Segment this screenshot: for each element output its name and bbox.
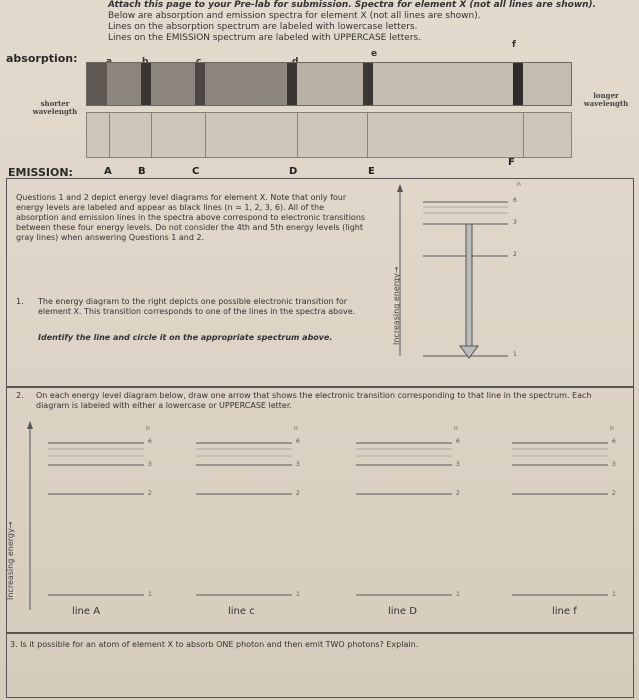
q3-text: 3. Is it possible for an atom of element X to absorb ONE photon and then emit TWO photons? Explain.	[10, 640, 419, 649]
em-line-b	[151, 113, 152, 157]
em-letter-C: C	[192, 166, 200, 177]
abs-band-f	[513, 63, 523, 105]
em-letter-A: A	[104, 166, 112, 177]
q2-number: 2.	[16, 391, 24, 400]
diagram-A-level-6-label: 6	[148, 438, 152, 445]
abs-band-c	[195, 63, 205, 105]
diagram-D-level-2-label: 2	[456, 490, 460, 497]
diagram-A-level-1-label: 1	[148, 591, 152, 598]
em-letter-E: E	[368, 166, 375, 177]
emission-spectrum	[86, 112, 572, 158]
q1-level-3-label: 3	[513, 219, 517, 226]
diagram-c-level-2-label: 2	[296, 490, 300, 497]
q1-n-label: n	[517, 181, 521, 188]
diagram-D-n-label: n	[454, 425, 458, 432]
q1-instruction: Identify the line and circle it on the appropriate spectrum above.	[38, 333, 333, 342]
diagram-A-n-label: n	[146, 425, 150, 432]
diagram-f-level-6-label: 6	[612, 438, 616, 445]
diagram-line-c[interactable]	[188, 425, 308, 605]
em-line-a	[109, 113, 110, 157]
em-letter-B: B	[138, 166, 146, 177]
diagram-A-level-2-label: 2	[148, 490, 152, 497]
q1-text: The energy diagram to the right depicts one possible electronic transition for element X. This transition corresponds to one of the lines in the spectra above.	[38, 297, 356, 316]
abs-light-region-2	[373, 63, 513, 105]
em-line-e	[367, 113, 368, 157]
emission-label: EMISSION:	[8, 166, 73, 179]
q1-level-6-label: 6	[513, 197, 517, 204]
header-line-2: Below are absorption and emission spectra for element X (not all lines are shown).	[108, 11, 481, 21]
shorter-wavelength: shorter wavelength	[32, 99, 78, 116]
q1-level-2-label: 2	[513, 251, 517, 258]
abs-light-region-3	[523, 63, 571, 105]
absorption-label: absorption:	[6, 52, 78, 65]
intro-text: Questions 1 and 2 depict energy level diagrams for element X. Note that only four energy levels are labeled and appear as black lines (n = 1, 2, 3, 6). All of the absorption and emission lines in the spectra above correspond to electronic transitions between these four energy levels. Do not consider the 4th and 5th energy levels (light gray lines) when answering Questions 1 and 2.	[16, 193, 366, 242]
q1-axis-arrowhead	[397, 184, 403, 192]
abs-band-e	[363, 63, 373, 105]
diagram-f-n-label: n	[610, 425, 614, 432]
diagram-c-level-3-label: 3	[296, 461, 300, 468]
longer-wavelength: longer wavelength	[583, 91, 629, 108]
diagram-D-level-6-label: 6	[456, 438, 460, 445]
header-line-4: Lines on the EMISSION spectrum are labeled with UPPERCASE letters.	[108, 33, 422, 43]
diagram-line-A[interactable]	[40, 425, 160, 605]
abs-letter-f: f	[512, 40, 516, 50]
diagram-A-level-3-label: 3	[148, 461, 152, 468]
abs-letter-e: e	[371, 49, 378, 59]
abs-band-a	[87, 63, 107, 105]
abs-band-d	[287, 63, 297, 105]
em-line-c	[205, 113, 206, 157]
diagram-line-f[interactable]	[504, 425, 624, 605]
diagram-f-level-1-label: 1	[612, 591, 616, 598]
diagram-D-level-1-label: 1	[456, 591, 460, 598]
header-line-1: Attach this page to your Pre-lab for submission. Spectra for element X (not all lines are shown).	[108, 0, 597, 10]
q1-energy-diagram	[378, 180, 538, 380]
diagram-f-level-2-label: 2	[612, 490, 616, 497]
diagram-D-level-3-label: 3	[456, 461, 460, 468]
q2-axis-label: Increasing energy→	[6, 521, 15, 600]
q1-level-1-label: 1	[513, 351, 517, 358]
em-letter-D: D	[289, 166, 298, 177]
em-line-f	[523, 113, 524, 157]
diagram-A-label: line A	[72, 606, 101, 617]
abs-light-region	[297, 63, 363, 105]
abs-band-b	[141, 63, 151, 105]
diagram-c-label: line c	[228, 606, 255, 617]
q1-axis-label: Increasing energy→	[392, 266, 401, 345]
q2-axis-arrowhead	[27, 421, 33, 429]
q2-text: On each energy level diagram below, draw one arrow that shows the electronic transition corresponding to that line in the spectrum. Each diagram is labeled with either a lowercase or UPPERCASE letter.	[36, 391, 592, 410]
diagram-line-D[interactable]	[348, 425, 468, 605]
absorption-spectrum	[86, 62, 572, 106]
diagram-c-n-label: n	[294, 425, 298, 432]
diagram-f-level-3-label: 3	[612, 461, 616, 468]
em-line-d	[297, 113, 298, 157]
diagram-f-label: line f	[552, 606, 577, 617]
q1-transition-arrow	[466, 224, 472, 346]
em-letter-F: F	[508, 157, 515, 168]
diagram-c-level-1-label: 1	[296, 591, 300, 598]
q1-number: 1.	[16, 297, 24, 306]
diagram-c-level-6-label: 6	[296, 438, 300, 445]
diagram-D-label: line D	[388, 606, 417, 617]
header-line-3: Lines on the absorption spectrum are labeled with lowercase letters.	[108, 22, 418, 32]
